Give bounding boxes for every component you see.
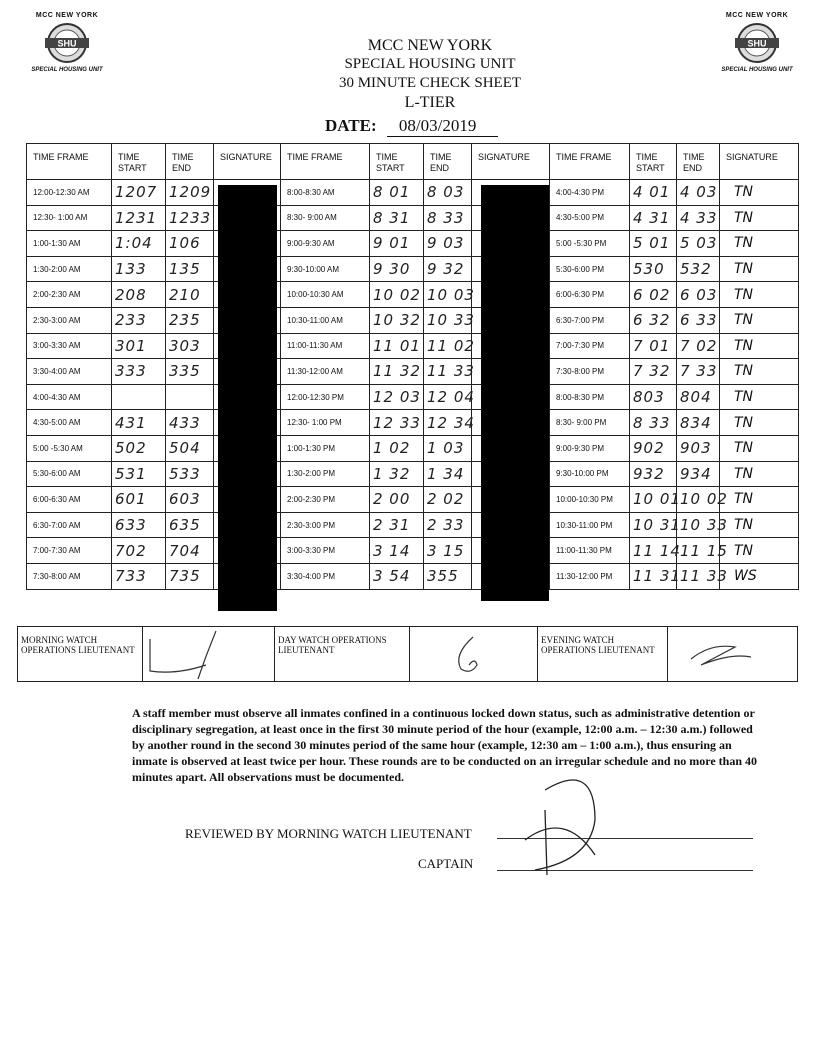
morning-watch-label: MORNING WATCH OPERATIONS LIEUTENANT	[18, 627, 143, 682]
time-frame-cell: 9:30-10:00 AM	[281, 256, 370, 282]
time-frame-cell: 11:30-12:00 PM	[550, 563, 630, 589]
logo-caption: MCC NEW YORK	[35, 12, 99, 19]
time-start-cell[interactable]: 10 01	[630, 487, 677, 513]
captain-label: CAPTAIN	[418, 856, 474, 871]
time-end-cell[interactable]: 735	[166, 563, 214, 589]
signature-cell[interactable]: TN	[720, 538, 799, 564]
time-frame-cell: 10:30-11:00 PM	[550, 512, 630, 538]
time-end-cell[interactable]: 1233	[166, 205, 214, 231]
time-start-cell[interactable]: 10 32	[370, 307, 424, 333]
time-start-cell[interactable]: 9 01	[370, 231, 424, 257]
time-start-cell[interactable]: 531	[112, 461, 166, 487]
col-time-start: TIME START	[370, 144, 424, 180]
time-end-cell[interactable]: 7 02	[677, 333, 720, 359]
time-end-cell[interactable]: 7 33	[677, 359, 720, 385]
time-frame-cell: 7:30-8:00 PM	[550, 359, 630, 385]
watch-lieutenant-table	[17, 626, 798, 682]
title-line-2: SPECIAL HOUSING UNIT	[344, 56, 516, 72]
time-start-cell[interactable]: 8 01	[370, 180, 424, 206]
time-start-cell[interactable]: 601	[112, 487, 166, 513]
time-start-cell[interactable]: 3 14	[370, 538, 424, 564]
time-end-cell[interactable]: 235	[166, 307, 214, 333]
time-frame-cell: 12:00-12:30 PM	[281, 384, 370, 410]
col-time-end: TIME END	[424, 144, 472, 180]
time-start-cell[interactable]: 3 54	[370, 563, 424, 589]
handwritten-signature-icon	[413, 635, 533, 679]
table-row	[27, 435, 799, 461]
tier-label: L-TIER	[404, 94, 456, 111]
time-frame-cell: 8:30- 9:00 PM	[550, 410, 630, 436]
signature-cell[interactable]: TN	[720, 384, 799, 410]
day-watch-signature[interactable]	[410, 627, 538, 682]
time-end-cell[interactable]: 2 33	[424, 512, 472, 538]
time-end-cell[interactable]: 9 32	[424, 256, 472, 282]
time-frame-cell: 3:30-4:00 PM	[281, 563, 370, 589]
time-end-cell[interactable]: 4 33	[677, 205, 720, 231]
handwritten-signature-icon	[146, 635, 266, 679]
table-row	[27, 205, 799, 231]
time-frame-cell: 1:00-1:30 PM	[281, 435, 370, 461]
table-row	[27, 307, 799, 333]
col-signature: SIGNATURE	[214, 144, 281, 180]
time-end-cell[interactable]: 12 04	[424, 384, 472, 410]
col-time-frame: TIME FRAME	[27, 144, 112, 180]
col-time-end: TIME END	[166, 144, 214, 180]
time-end-cell[interactable]: 804	[677, 384, 720, 410]
table-row	[27, 461, 799, 487]
time-end-cell[interactable]: 11 15	[677, 538, 720, 564]
time-frame-cell: 7:00-7:30 PM	[550, 333, 630, 359]
col-signature: SIGNATURE	[720, 144, 799, 180]
time-end-cell[interactable]: 533	[166, 461, 214, 487]
time-end-cell[interactable]	[166, 384, 214, 410]
day-watch-label: DAY WATCH OPERATIONS LIEUTENANT	[275, 627, 410, 682]
signature-cell[interactable]: TN	[720, 461, 799, 487]
time-start-cell[interactable]: 530	[630, 256, 677, 282]
logo-badge-text: SHU	[747, 38, 767, 49]
time-end-cell[interactable]: 10 33	[424, 307, 472, 333]
time-start-cell[interactable]: 5 01	[630, 231, 677, 257]
time-frame-cell: 11:00-11:30 PM	[550, 538, 630, 564]
time-end-cell[interactable]: 9 03	[424, 231, 472, 257]
time-end-cell[interactable]: 1 34	[424, 461, 472, 487]
time-frame-cell: 2:30-3:00 PM	[281, 512, 370, 538]
time-start-cell[interactable]: 12 33	[370, 410, 424, 436]
time-start-cell[interactable]: 7 01	[630, 333, 677, 359]
time-frame-cell: 8:00-8:30 AM	[281, 180, 370, 206]
time-end-cell[interactable]: 1209	[166, 180, 214, 206]
instructions-paragraph: A staff member must observe all inmates confined in a continuous locked down status, such as administrative detention or disciplinary segregation, at least once in the first 30 minute period of the hour (example, 12:00 a.m. – 12:30 a.m.) followed by another round in the second 30 minutes period of the same hour (example, 12:30 am – 1:00 a.m.), thus ensuring an inmate is observed at least twice per hour. These rounds are to be conducted on an irregular schedule and no more than 40 minutes apart. All observations must be documented.	[132, 706, 758, 784]
check-table	[26, 143, 799, 590]
badge-icon	[39, 21, 95, 65]
time-end-cell[interactable]: 704	[166, 538, 214, 564]
reviewed-by-label: REVIEWED BY MORNING WATCH LIEUTENANT	[185, 826, 472, 841]
time-end-cell[interactable]: 355	[424, 563, 472, 589]
time-frame-cell: 4:00-4:30 AM	[27, 384, 112, 410]
time-end-cell[interactable]: 106	[166, 231, 214, 257]
time-frame-cell: 7:00-7:30 AM	[27, 538, 112, 564]
table-header-row	[27, 144, 799, 180]
time-frame-cell: 12:30- 1:00 AM	[27, 205, 112, 231]
time-frame-cell: 4:30-5:00 PM	[550, 205, 630, 231]
table-row	[27, 256, 799, 282]
time-start-cell[interactable]: 12 03	[370, 384, 424, 410]
col-signature: SIGNATURE	[472, 144, 550, 180]
badge-icon	[729, 21, 785, 65]
time-start-cell[interactable]: 6 02	[630, 282, 677, 308]
time-end-cell[interactable]: 11 33	[677, 563, 720, 589]
facility-logo-right	[712, 12, 802, 73]
signature-cell[interactable]: TN	[720, 307, 799, 333]
title-line-3: 30 MINUTE CHECK SHEET	[338, 75, 522, 91]
time-frame-cell: 9:30-10:00 PM	[550, 461, 630, 487]
time-end-cell[interactable]: 834	[677, 410, 720, 436]
time-frame-cell: 8:00-8:30 PM	[550, 384, 630, 410]
time-frame-cell: 1:30-2:00 AM	[27, 256, 112, 282]
time-frame-cell: 10:30-11:00 AM	[281, 307, 370, 333]
time-start-cell[interactable]: 932	[630, 461, 677, 487]
title-line-1: MCC NEW YORK	[367, 37, 493, 54]
time-frame-cell: 8:30- 9:00 AM	[281, 205, 370, 231]
col-time-frame: TIME FRAME	[281, 144, 370, 180]
table-row	[27, 538, 799, 564]
sheet-title	[220, 36, 640, 112]
time-start-cell[interactable]: 333	[112, 359, 166, 385]
time-end-cell[interactable]: 504	[166, 435, 214, 461]
time-start-cell[interactable]: 803	[630, 384, 677, 410]
redacted-signatures-day	[481, 185, 549, 601]
time-start-cell[interactable]: 2 00	[370, 487, 424, 513]
time-start-cell[interactable]: 233	[112, 307, 166, 333]
time-start-cell[interactable]: 633	[112, 512, 166, 538]
time-start-cell[interactable]: 431	[112, 410, 166, 436]
time-start-cell[interactable]: 301	[112, 333, 166, 359]
time-frame-cell: 4:30-5:00 AM	[27, 410, 112, 436]
time-end-cell[interactable]: 433	[166, 410, 214, 436]
time-end-cell[interactable]: 135	[166, 256, 214, 282]
signature-cell[interactable]: TN	[720, 333, 799, 359]
time-start-cell[interactable]: 9 30	[370, 256, 424, 282]
time-start-cell[interactable]: 11 31	[630, 563, 677, 589]
time-frame-cell: 10:00-10:30 PM	[550, 487, 630, 513]
time-end-cell[interactable]: 10 02	[677, 487, 720, 513]
time-end-cell[interactable]: 11 02	[424, 333, 472, 359]
time-start-cell[interactable]: 1 32	[370, 461, 424, 487]
time-frame-cell: 6:00-6:30 AM	[27, 487, 112, 513]
table-row	[27, 333, 799, 359]
time-start-cell[interactable]: 11 01	[370, 333, 424, 359]
morning-watch-signature[interactable]	[143, 627, 275, 682]
date-value: 08/03/2019	[387, 116, 498, 137]
time-frame-cell: 6:30-7:00 PM	[550, 307, 630, 333]
time-start-cell[interactable]: 133	[112, 256, 166, 282]
table-row	[27, 563, 799, 589]
time-start-cell[interactable]	[112, 384, 166, 410]
signature-cell[interactable]: TN	[720, 256, 799, 282]
signature-cell[interactable]: WS	[720, 563, 799, 589]
captain-signature-icon	[505, 770, 615, 880]
time-frame-cell: 1:30-2:00 PM	[281, 461, 370, 487]
logo-badge-text: SHU	[57, 38, 77, 49]
time-start-cell[interactable]: 1:04	[112, 231, 166, 257]
signature-cell[interactable]: TN	[720, 410, 799, 436]
time-end-cell[interactable]: 934	[677, 461, 720, 487]
time-frame-cell: 12:00-12:30 AM	[27, 180, 112, 206]
time-end-cell[interactable]: 3 15	[424, 538, 472, 564]
time-end-cell[interactable]: 8 03	[424, 180, 472, 206]
time-end-cell[interactable]: 2 02	[424, 487, 472, 513]
logo-caption: MCC NEW YORK	[725, 12, 789, 19]
time-frame-cell: 3:00-3:30 AM	[27, 333, 112, 359]
signature-cell[interactable]: TN	[720, 231, 799, 257]
redacted-signatures-morning	[218, 185, 277, 611]
time-frame-cell: 9:00-9:30 PM	[550, 435, 630, 461]
time-frame-cell: 11:30-12:00 AM	[281, 359, 370, 385]
time-frame-cell: 7:30-8:00 AM	[27, 563, 112, 589]
time-start-cell[interactable]: 733	[112, 563, 166, 589]
time-end-cell[interactable]: 635	[166, 512, 214, 538]
col-time-start: TIME START	[630, 144, 677, 180]
logo-footer: SPECIAL HOUSING UNIT	[31, 67, 103, 73]
time-frame-cell: 4:00-4:30 PM	[550, 180, 630, 206]
signature-cell[interactable]: TN	[720, 282, 799, 308]
time-frame-cell: 5:30-6:00 AM	[27, 461, 112, 487]
time-start-cell[interactable]: 10 31	[630, 512, 677, 538]
time-end-cell[interactable]: 5 03	[677, 231, 720, 257]
time-end-cell[interactable]: 11 33	[424, 359, 472, 385]
time-frame-cell: 10:00-10:30 AM	[281, 282, 370, 308]
evening-watch-signature[interactable]	[668, 627, 798, 682]
time-end-cell[interactable]: 10 03	[424, 282, 472, 308]
time-end-cell[interactable]: 10 33	[677, 512, 720, 538]
time-frame-cell: 2:30-3:00 AM	[27, 307, 112, 333]
time-start-cell[interactable]: 8 31	[370, 205, 424, 231]
handwritten-signature-icon	[671, 635, 791, 675]
time-start-cell[interactable]: 8 33	[630, 410, 677, 436]
col-time-end: TIME END	[677, 144, 720, 180]
time-end-cell[interactable]: 6 03	[677, 282, 720, 308]
time-end-cell[interactable]: 1 03	[424, 435, 472, 461]
facility-logo-left	[22, 12, 112, 73]
date-row	[325, 116, 498, 137]
time-end-cell[interactable]: 603	[166, 487, 214, 513]
signature-cell[interactable]: TN	[720, 180, 799, 206]
time-frame-cell: 3:30-4:00 AM	[27, 359, 112, 385]
time-start-cell[interactable]: 2 31	[370, 512, 424, 538]
table-row	[27, 512, 799, 538]
signature-cell[interactable]: TN	[720, 435, 799, 461]
signature-cell[interactable]: TN	[720, 359, 799, 385]
col-time-start: TIME START	[112, 144, 166, 180]
time-start-cell[interactable]: 902	[630, 435, 677, 461]
time-end-cell[interactable]: 303	[166, 333, 214, 359]
time-frame-cell: 11:00-11:30 AM	[281, 333, 370, 359]
time-frame-cell: 6:30-7:00 AM	[27, 512, 112, 538]
time-start-cell[interactable]: 702	[112, 538, 166, 564]
time-start-cell[interactable]: 208	[112, 282, 166, 308]
table-row	[27, 359, 799, 385]
time-start-cell[interactable]: 11 32	[370, 359, 424, 385]
time-start-cell[interactable]: 1207	[112, 180, 166, 206]
time-end-cell[interactable]: 8 33	[424, 205, 472, 231]
time-start-cell[interactable]: 7 32	[630, 359, 677, 385]
date-label: DATE:	[325, 116, 377, 135]
time-frame-cell: 12:30- 1:00 PM	[281, 410, 370, 436]
time-start-cell[interactable]: 502	[112, 435, 166, 461]
signature-cell[interactable]: TN	[720, 205, 799, 231]
table-row	[27, 282, 799, 308]
time-start-cell[interactable]: 11 14	[630, 538, 677, 564]
time-end-cell[interactable]: 903	[677, 435, 720, 461]
table-row	[27, 410, 799, 436]
time-frame-cell: 5:00 -5:30 PM	[550, 231, 630, 257]
time-start-cell[interactable]: 4 31	[630, 205, 677, 231]
time-frame-cell: 5:30-6:00 PM	[550, 256, 630, 282]
signature-cell[interactable]: TN	[720, 487, 799, 513]
table-row	[27, 487, 799, 513]
time-end-cell[interactable]: 6 33	[677, 307, 720, 333]
table-row	[27, 231, 799, 257]
time-end-cell[interactable]: 12 34	[424, 410, 472, 436]
time-frame-cell: 5:00 -5:30 AM	[27, 435, 112, 461]
time-start-cell[interactable]: 4 01	[630, 180, 677, 206]
evening-watch-label: EVENING WATCH OPERATIONS LIEUTENANT	[538, 627, 668, 682]
time-end-cell[interactable]: 532	[677, 256, 720, 282]
col-time-frame: TIME FRAME	[550, 144, 630, 180]
time-start-cell[interactable]: 1 02	[370, 435, 424, 461]
time-end-cell[interactable]: 210	[166, 282, 214, 308]
time-frame-cell: 1:00-1:30 AM	[27, 231, 112, 257]
time-frame-cell: 3:00-3:30 PM	[281, 538, 370, 564]
time-frame-cell: 2:00-2:30 AM	[27, 282, 112, 308]
table-row	[27, 384, 799, 410]
time-frame-cell: 6:00-6:30 PM	[550, 282, 630, 308]
table-row	[27, 180, 799, 206]
time-start-cell[interactable]: 10 02	[370, 282, 424, 308]
time-frame-cell: 2:00-2:30 PM	[281, 487, 370, 513]
logo-footer: SPECIAL HOUSING UNIT	[721, 67, 793, 73]
time-frame-cell: 9:00-9:30 AM	[281, 231, 370, 257]
time-end-cell[interactable]: 335	[166, 359, 214, 385]
time-start-cell[interactable]: 6 32	[630, 307, 677, 333]
signature-cell[interactable]: TN	[720, 512, 799, 538]
time-end-cell[interactable]: 4 03	[677, 180, 720, 206]
time-start-cell[interactable]: 1231	[112, 205, 166, 231]
